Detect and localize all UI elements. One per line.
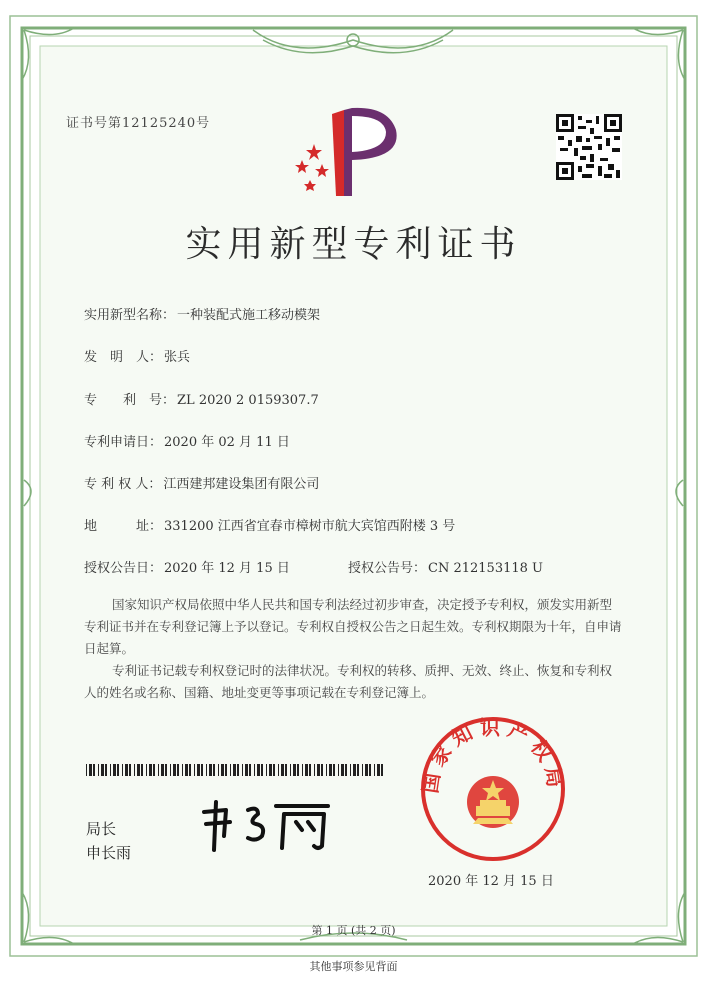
field-inventor (84, 346, 190, 365)
cnipa-logo-icon (292, 100, 412, 200)
field-filing-date (84, 431, 290, 450)
field-label: 专 利 权 人： (84, 477, 162, 492)
seal-text: 国家知识产权局 (418, 715, 568, 795)
page-number: 第 1 页 (共 2 页) (311, 924, 396, 937)
seal-date: 2020 年 12 月 15 日 (428, 874, 554, 889)
director-title: 局长 (86, 820, 117, 838)
field-label: 专 利 号： (84, 393, 176, 408)
back-note: 其他事项参见背面 (309, 960, 398, 973)
field-value: 一种装配式施工移动模架 (177, 308, 321, 323)
certificate-title: 实用新型专利证书 (185, 224, 522, 265)
field-value: ZL 2020 2 0159307.7 (177, 393, 319, 408)
field-grant-date (84, 557, 290, 576)
field-value: 张兵 (164, 350, 191, 365)
field-value: 2020 年 02 月 11 日 (164, 435, 290, 450)
field-label: 授权公告日： (84, 561, 163, 576)
director-name: 申长雨 (86, 844, 132, 862)
field-label: 专利申请日： (84, 435, 163, 450)
qr-code-icon (556, 114, 622, 180)
field-patentee (84, 473, 319, 492)
field-label: 发 明 人： (84, 350, 163, 365)
field-value: 2020 年 12 月 15 日 (164, 561, 290, 576)
national-emblem-icon (467, 776, 519, 828)
field-address (84, 515, 455, 534)
field-value: 331200 江西省宜春市樟树市航大宾馆西附楼 3 号 (164, 519, 456, 534)
field-utility-model-name (84, 304, 320, 323)
barcode-icon (86, 764, 386, 776)
legal-status-note: 专利证书记载专利权登记时的法律状况。专利权的转移、质押、无效、终止、恢复和专利权人的姓名或名称、国籍、地址变更等事项记载在专利登记簿上。 (84, 663, 613, 700)
grant-statement: 国家知识产权局依照中华人民共和国专利法经过初步审查，决定授予专利权，颁发实用新型专利证书并在专利登记簿上予以登记。专利权自授权公告之日起生效。专利权期限为十年，自申请日起算。 (84, 597, 622, 656)
field-patent-number (84, 389, 319, 408)
signature-icon (196, 796, 346, 856)
field-value: CN 212153118 U (428, 561, 543, 576)
field-value: 江西建邦建设集团有限公司 (163, 477, 320, 492)
certificate-number: 证书号第12125240号 (66, 116, 211, 131)
field-label: 授权公告号： (348, 561, 427, 576)
field-label: 地 址： (84, 519, 163, 534)
field-label: 实用新型名称： (84, 308, 176, 323)
field-grant-number (348, 557, 543, 576)
official-seal (418, 714, 568, 864)
